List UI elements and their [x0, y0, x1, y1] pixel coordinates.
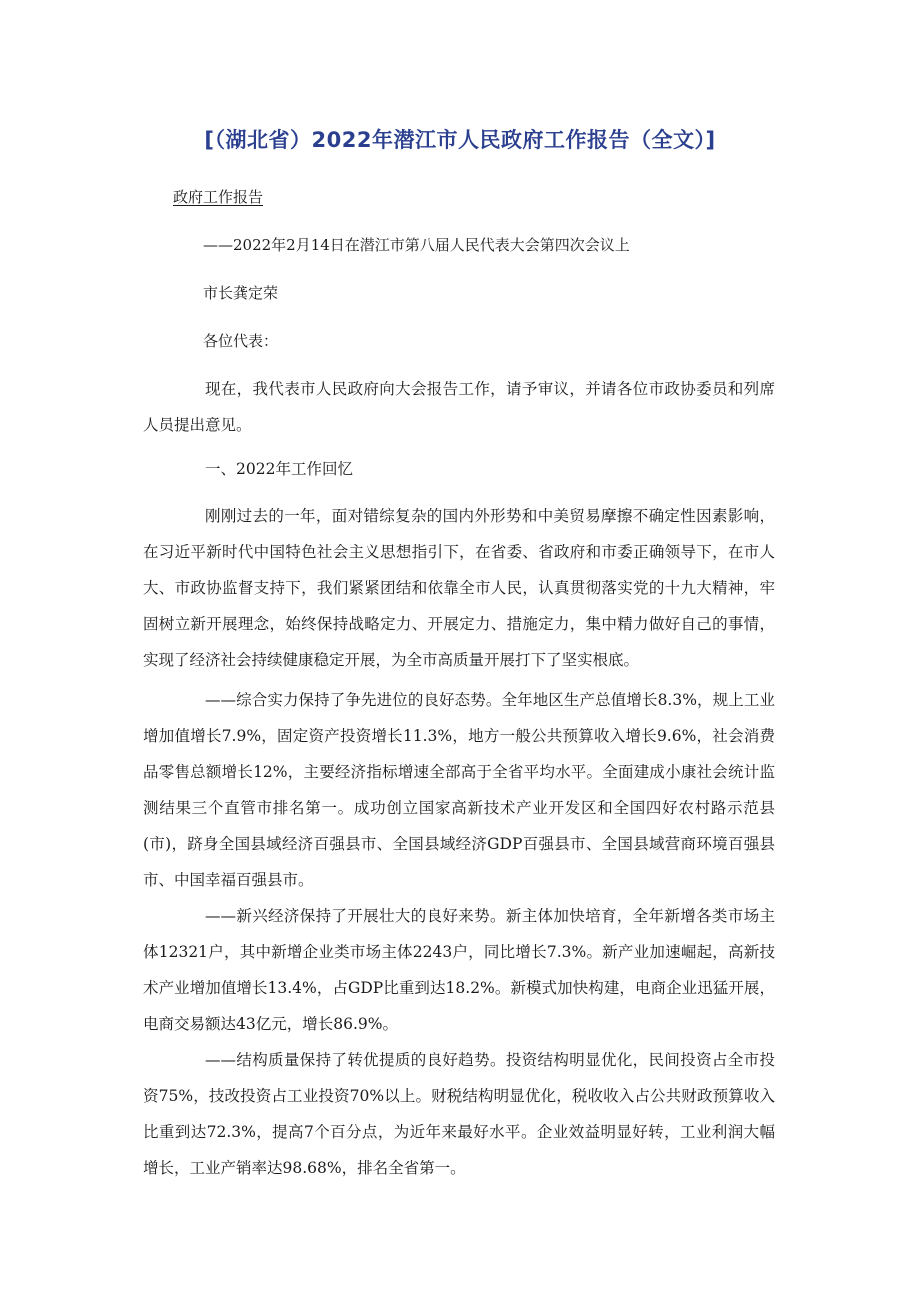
paragraph-intro: 现在，我代表市人民政府向大会报告工作，请予审议，并请各位市政协委员和列席人员提出意见。 [143, 380, 775, 434]
page-title: [（湖北省）2022年潜江市人民政府工作报告（全文）] [204, 128, 716, 152]
paragraph-structure: ——结构质量保持了转优提质的良好趋势。投资结构明显优化，民间投资占全市投资75%，技改投资占工业投资70%以上。财税结构明显优化，税收收入占公共财政预算收入比重到达72.3%，提高7个百分点，为近年来最好水平。企业效益明显好转，工业利润大幅增长，工业产销率达98.68%，排名全省第一。 [143, 1051, 775, 1177]
salutation: 各位代表： [203, 332, 279, 350]
paragraph-emerging: ——新兴经济保持了开展壮大的良好来势。新主体加快培育，全年新增各类市场主体12321户，其中新增企业类市场主体2243户，同比增长7.3%。新产业加速崛起，高新技术产业增加值增长13.4%，占GDP比重到达18.2%。新模式加快构建，电商企业迅猛开展，电商交易额达43亿元，增长86.9%。 [143, 907, 775, 1033]
speaker-line: 市长龚定荣 [203, 284, 279, 302]
meeting-line: ——2022年2月14日在潜江市第八届人民代表大会第四次会议上 [203, 236, 630, 254]
paragraph-strength: ——综合实力保持了争先进位的良好态势。全年地区生产总值增长8.3%，规上工业增加值增长7.9%，固定资产投资增长11.3%，地方一般公共预算收入增长9.6%，社会消费品零售总额增长12%，主要经济指标增速全部高于全省平均水平。全面建成小康社会统计监测结果三个直管市排名第一。成功创立国家高新技术产业开发区和全国四好农村路示范县(市)，跻身全国县域经济百强县市、全国县域经济GDP百强县市、全国县域营商环境百强县市、中国幸福百强县市。 [143, 691, 775, 889]
report-subtitle: 政府工作报告 [173, 188, 264, 206]
section-heading: 一、2022年工作回忆 [205, 460, 353, 478]
paragraph-review: 刚刚过去的一年，面对错综复杂的国内外形势和中美贸易摩擦不确定性因素影响，在习近平新时代中国特色社会主义思想指引下，在省委、省政府和市委正确领导下，在市人大、市政协监督支持下，我们紧紧团结和依靠全市人民，认真贯彻落实党的十九大精神，牢固树立新开展理念，始终保持战略定力、开展定力、措施定力，集中精力做好自己的事情，实现了经济社会持续健康稳定开展，为全市高质量开展打下了坚实根底。 [143, 507, 775, 669]
